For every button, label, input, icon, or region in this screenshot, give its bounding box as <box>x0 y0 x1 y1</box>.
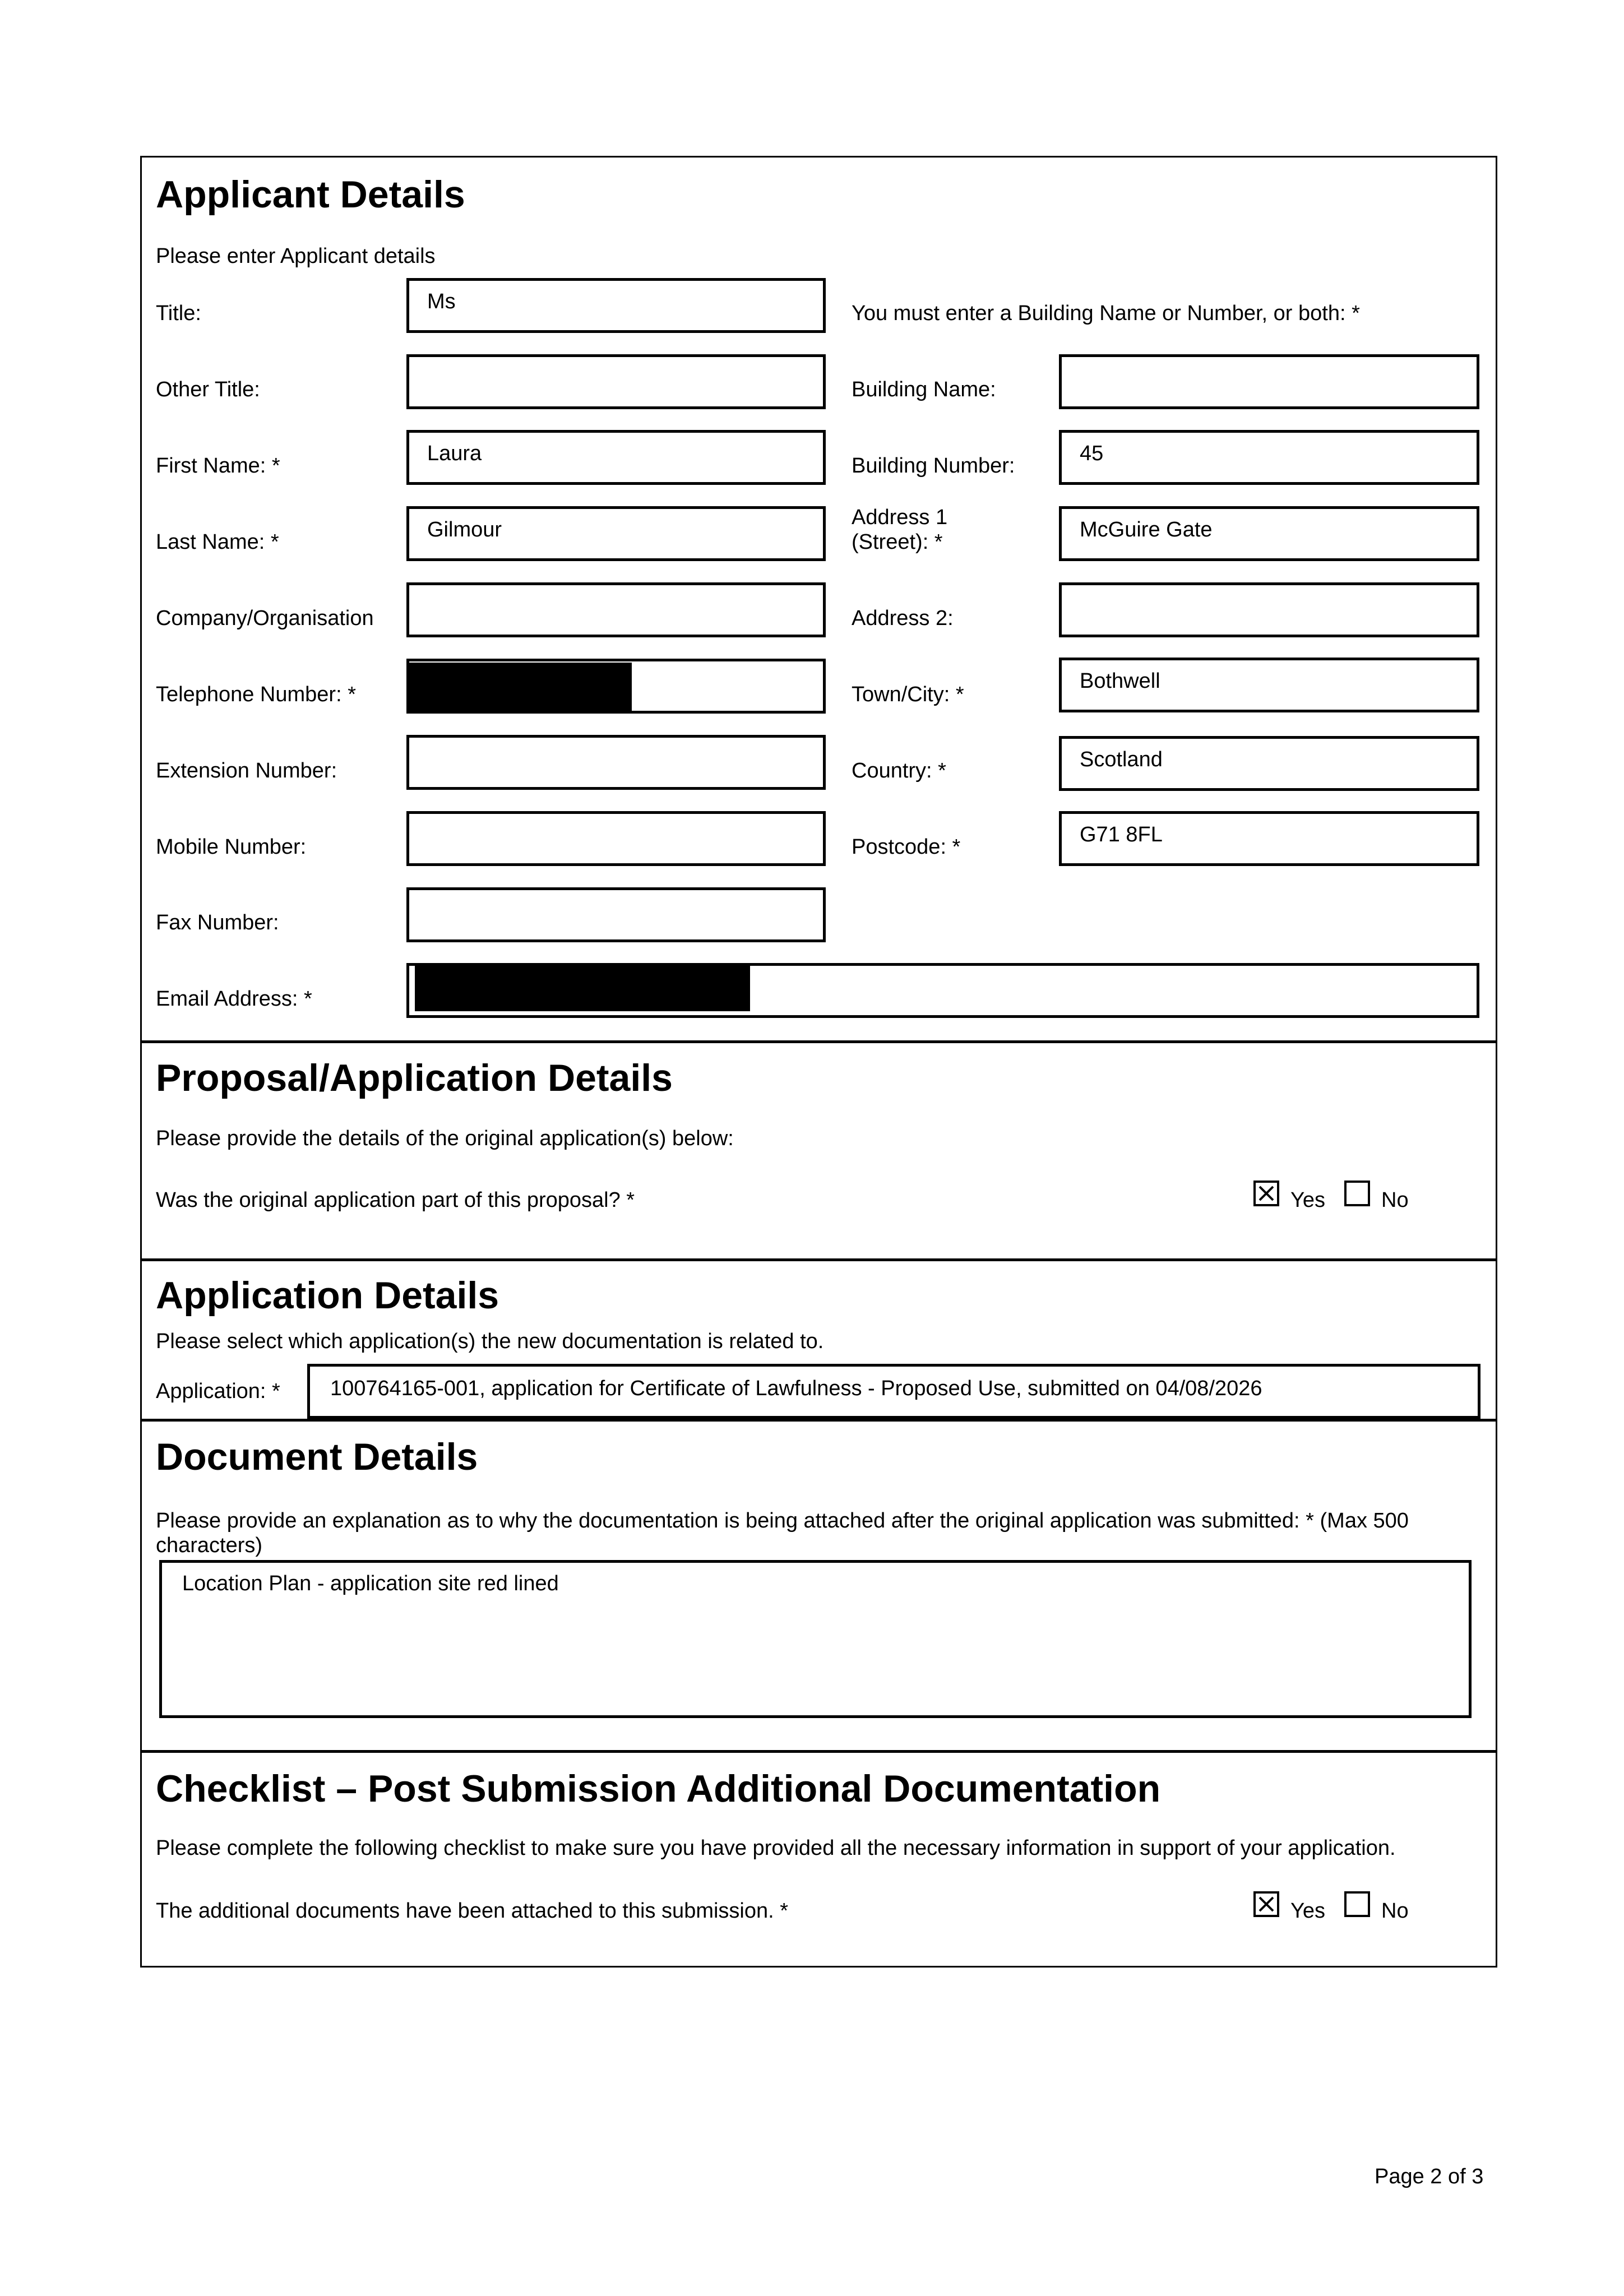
address2-label: Address 2: <box>852 607 954 630</box>
document-intro-line1: Please provide an explanation as to why the documentation is being attached after the original application was submitted: * (Max 500 <box>156 1509 1409 1533</box>
company-field[interactable] <box>406 582 826 637</box>
postcode-value: G71 8FL <box>1080 823 1163 846</box>
checklist-intro: Please complete the following checklist to make sure you have provided all the necessary information in support of your application. <box>156 1836 1396 1860</box>
section-divider <box>140 1258 1497 1261</box>
checked-cross-icon <box>1256 1894 1277 1915</box>
address1-label-line2: (Street): * <box>852 530 943 554</box>
address2-field[interactable] <box>1059 582 1479 637</box>
last-name-field[interactable] <box>406 506 826 561</box>
fax-field[interactable] <box>406 887 826 942</box>
email-field[interactable] <box>406 963 1479 1018</box>
first-name-field[interactable] <box>406 430 826 485</box>
address1-label <box>852 505 947 554</box>
building-number-label: Building Number: <box>852 454 1015 478</box>
document-explanation-value: Location Plan - application site red lined <box>182 1572 559 1595</box>
page-number: Page 2 of 3 <box>1375 2165 1484 2188</box>
first-name-value: Laura <box>427 442 482 465</box>
section-divider <box>140 1040 1497 1043</box>
application-intro: Please select which application(s) the new documentation is related to. <box>156 1330 824 1353</box>
country-label: Country: * <box>852 759 946 783</box>
checked-cross-icon <box>1256 1183 1277 1204</box>
checklist-heading: Checklist – Post Submission Additional Documentation <box>156 1767 1161 1810</box>
building-number-field[interactable] <box>1059 430 1479 485</box>
document-intro-line2: characters) <box>156 1534 263 1557</box>
section-divider <box>140 1419 1497 1422</box>
proposal-yes-checkbox[interactable] <box>1253 1181 1279 1206</box>
address1-value: McGuire Gate <box>1080 518 1213 541</box>
proposal-yes-label: Yes <box>1290 1188 1325 1212</box>
checklist-no-label: No <box>1381 1899 1409 1923</box>
other-title-label: Other Title: <box>156 378 260 401</box>
application-field[interactable] <box>307 1364 1480 1419</box>
checklist-question: The additional documents have been attached to this submission. * <box>156 1899 789 1923</box>
building-number-value: 45 <box>1080 442 1104 465</box>
checklist-yes-checkbox[interactable] <box>1253 1891 1279 1917</box>
extension-field[interactable] <box>406 735 826 790</box>
last-name-value: Gilmour <box>427 518 502 541</box>
checklist-yes-label: Yes <box>1290 1899 1325 1923</box>
applicant-intro: Please enter Applicant details <box>156 244 436 268</box>
proposal-no-checkbox[interactable] <box>1344 1181 1370 1206</box>
telephone-redaction <box>406 663 632 712</box>
postcode-field[interactable] <box>1059 811 1479 866</box>
address1-field[interactable] <box>1059 506 1479 561</box>
address1-label-line1: Address 1 <box>852 506 948 529</box>
proposal-no-label: No <box>1381 1188 1409 1212</box>
checklist-no-checkbox[interactable] <box>1344 1891 1370 1917</box>
building-name-field[interactable] <box>1059 354 1479 409</box>
fax-label: Fax Number: <box>156 911 279 934</box>
title-value: Ms <box>427 290 456 313</box>
building-name-label: Building Name: <box>852 378 996 401</box>
email-label: Email Address: * <box>156 987 312 1011</box>
application-label: Application: * <box>156 1380 280 1403</box>
company-label: Company/Organisation <box>156 607 374 630</box>
postcode-label: Postcode: * <box>852 835 961 859</box>
building-note: You must enter a Building Name or Number, or both: * <box>852 302 1360 325</box>
application-heading: Application Details <box>156 1274 499 1317</box>
proposal-heading: Proposal/Application Details <box>156 1057 673 1099</box>
proposal-question: Was the original application part of this proposal? * <box>156 1188 635 1212</box>
town-value: Bothwell <box>1080 669 1160 693</box>
application-value: 100764165-001, application for Certificate of Lawfulness - Proposed Use, submitted on 04/08/2026 <box>330 1377 1262 1400</box>
last-name-label: Last Name: * <box>156 530 279 554</box>
town-label: Town/City: * <box>852 683 964 706</box>
mobile-field[interactable] <box>406 811 826 866</box>
section-divider <box>140 1750 1497 1753</box>
first-name-label: First Name: * <box>156 454 280 478</box>
country-value: Scotland <box>1080 748 1163 771</box>
applicant-heading: Applicant Details <box>156 173 465 216</box>
country-field[interactable] <box>1059 736 1479 791</box>
telephone-field[interactable] <box>406 659 826 714</box>
title-field[interactable] <box>406 278 826 333</box>
town-field[interactable] <box>1059 658 1479 712</box>
proposal-intro: Please provide the details of the original application(s) below: <box>156 1127 734 1150</box>
document-heading: Document Details <box>156 1436 478 1478</box>
extension-label: Extension Number: <box>156 759 337 783</box>
telephone-label: Telephone Number: * <box>156 683 356 706</box>
other-title-field[interactable] <box>406 354 826 409</box>
mobile-label: Mobile Number: <box>156 835 307 859</box>
title-label: Title: <box>156 302 201 325</box>
document-explanation-textarea[interactable] <box>159 1560 1472 1718</box>
email-redaction <box>415 963 750 1011</box>
